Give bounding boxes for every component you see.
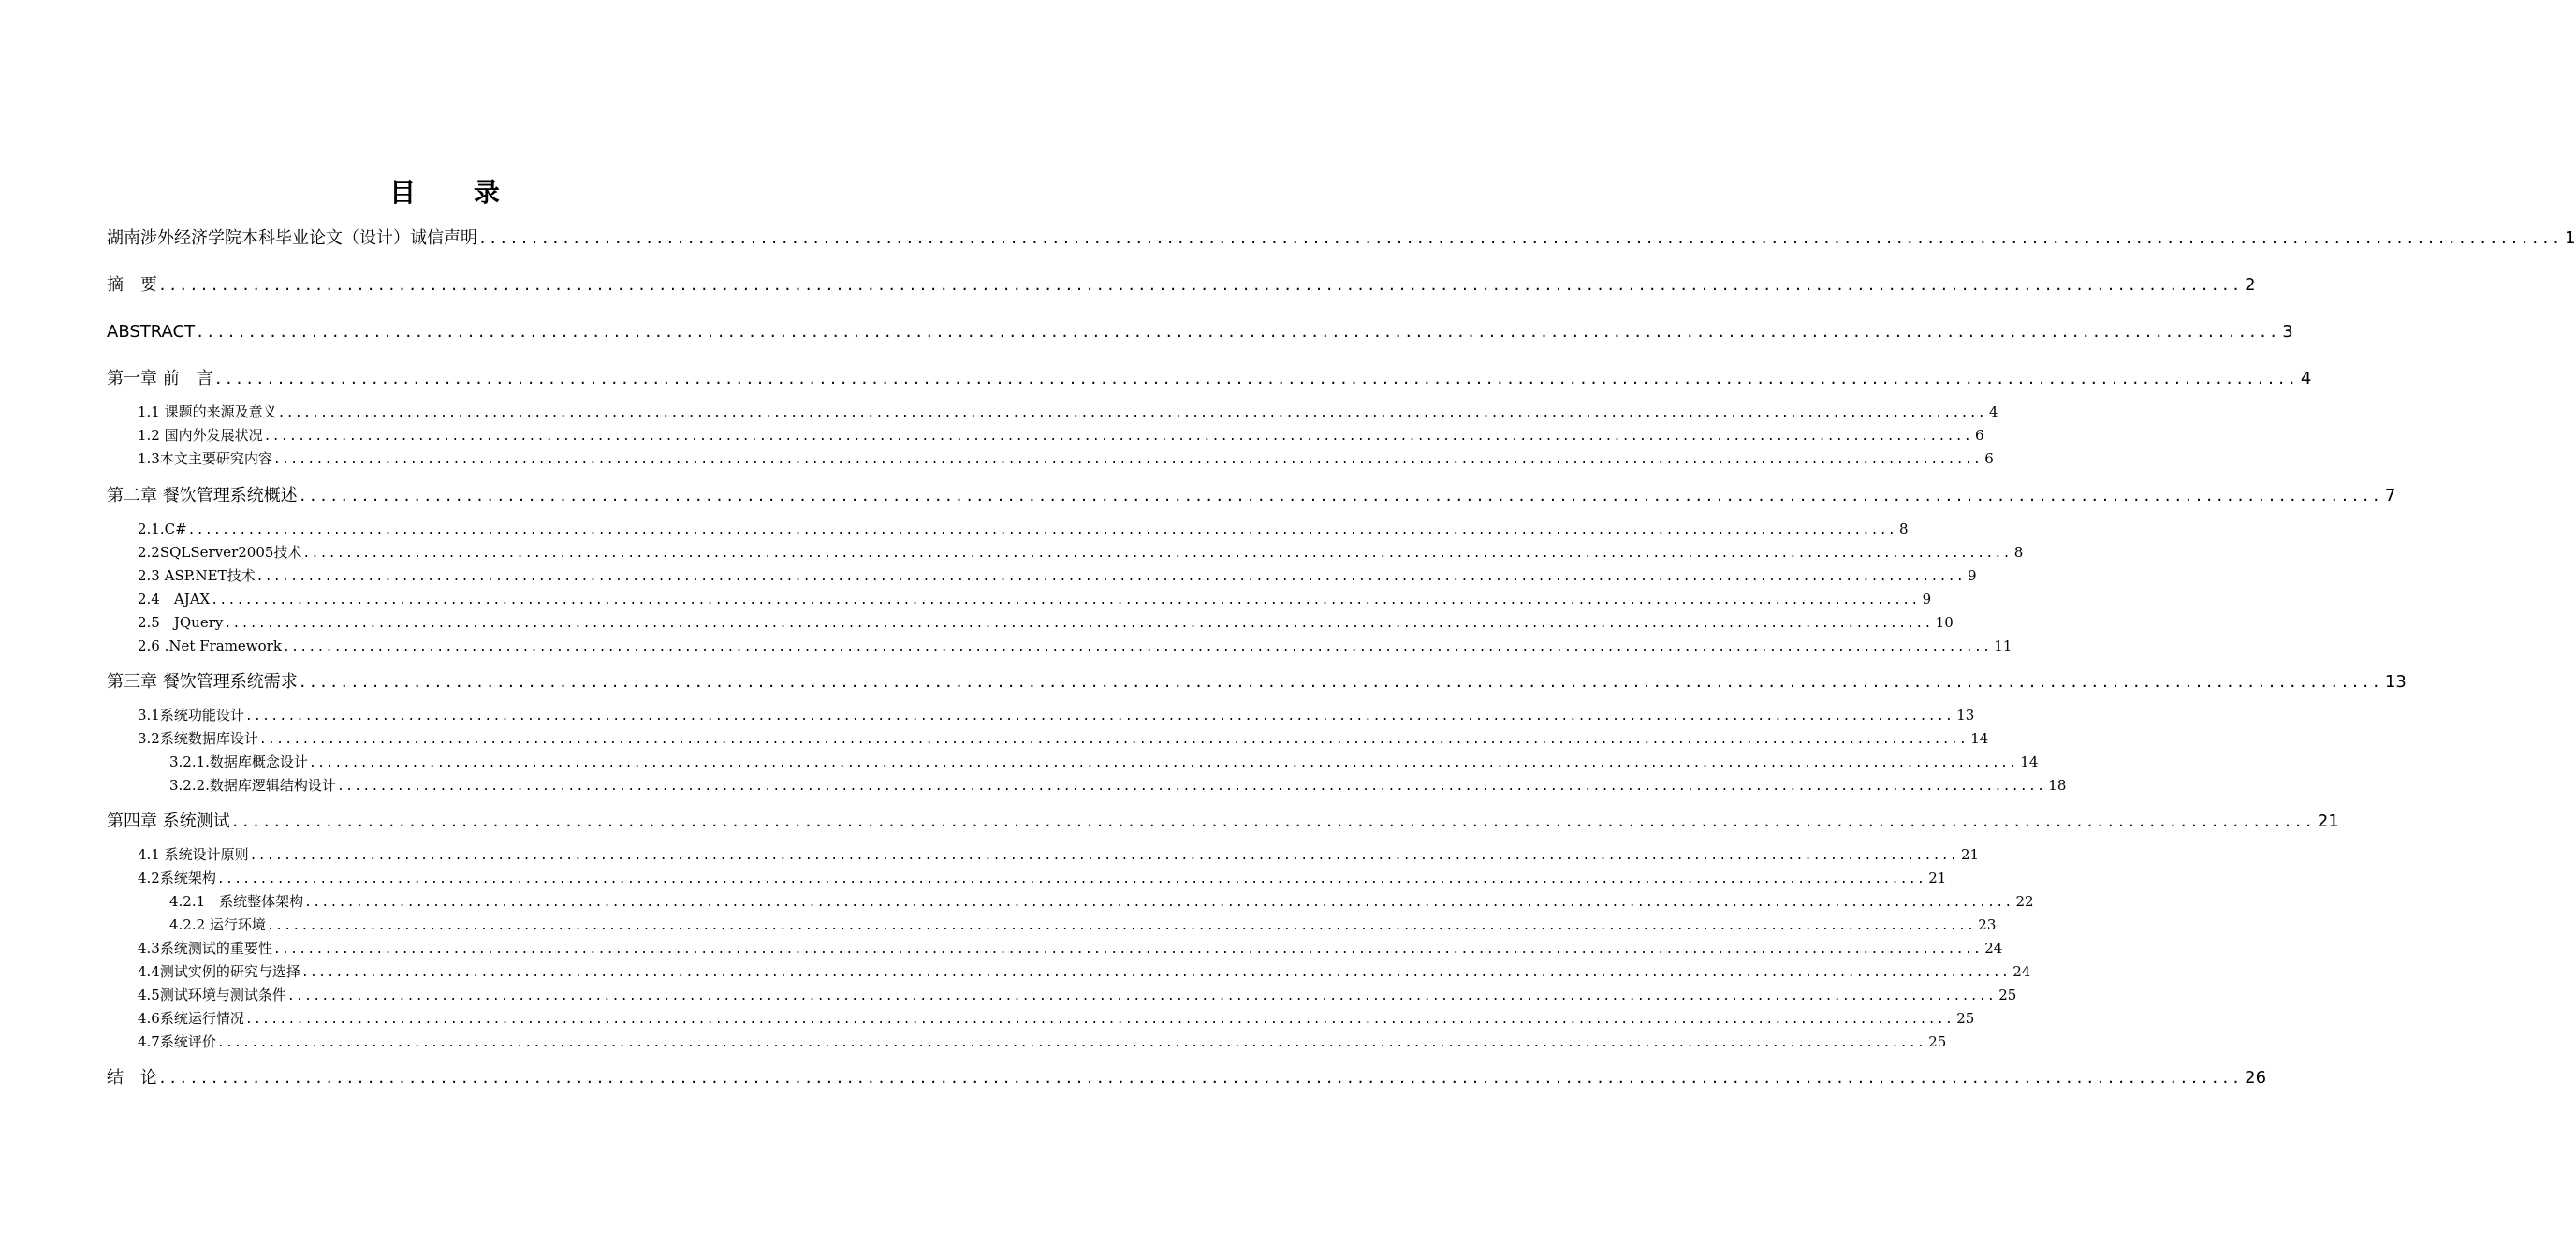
toc-entry-label: 结 论 [107,1068,157,1088]
toc-title: 目 录 [389,177,524,208]
toc-entry-page-number: 8 [2013,544,2024,561]
toc-entry-page-number: 10 [1935,614,1954,631]
toc-entry-page-number: 21 [2317,812,2339,831]
toc-entry-page-number: 6 [1974,427,1984,444]
toc-entry-label: 2.2SQLServer2005技术 [138,544,302,561]
toc-entry-page-number: 26 [2245,1068,2267,1088]
toc-entry-page-number: 3 [2282,322,2293,342]
toc-entry-label: 2.5 JQuery [138,614,224,631]
toc-entry-page-number: 6 [1984,450,1994,467]
toc-entry[interactable] [169,915,1997,936]
toc-entry[interactable] [107,485,2396,507]
toc-entry-page-number: 7 [2384,486,2396,505]
toc-dot-leader: ........................................................................................................................................................................................................ [244,709,1954,724]
toc-dot-leader: ........................................................................................................................................................................................................ [266,919,1976,933]
toc-entry-label: 湖南涉外经济学院本科毕业论文（设计）诚信声明 [107,228,477,248]
toc-dot-leader: ........................................................................................................................................................................................................ [244,1013,1954,1027]
toc-entry-page-number: 24 [1984,940,2003,957]
toc-dot-leader: ........................................................................................................................................................................................................ [263,430,1972,444]
toc-entry-page-number: 13 [1956,707,1975,724]
toc-dot-leader: ........................................................................................................................................................................................................ [272,453,1983,467]
toc-entry-page-number: 4 [2300,369,2312,388]
toc-entry-page-number: 22 [2015,893,2034,910]
toc-entry[interactable] [138,613,1954,634]
toc-entry[interactable] [169,776,2067,797]
toc-entry-page-number: 21 [1960,846,1980,863]
toc-dot-leader: ........................................................................................................................................................................................................ [216,1036,1926,1050]
toc-entry-label: 2.6 .Net Framework [138,637,282,654]
toc-dot-leader: ........................................................................................................................................................................................................ [187,523,1897,537]
toc-dot-leader: ........................................................................................................................................................................................................ [308,756,2018,770]
toc-entry-page-number: 13 [2384,672,2407,692]
toc-entry-label: 4.7系统评价 [138,1033,216,1050]
toc-dot-leader: ........................................................................................................................................................................................................ [478,230,2563,247]
toc-entry[interactable] [138,402,1998,423]
toc-dot-leader: ........................................................................................................................................................................................................ [216,872,1926,886]
toc-entry[interactable] [138,869,1947,889]
toc-entry-label: 2.4 AJAX [138,591,211,607]
toc-entry[interactable] [169,753,2039,773]
toc-entry-label: 第一章 前 言 [107,369,213,388]
toc-entry-page-number: 21 [1928,870,1947,886]
toc-entry[interactable] [138,449,1994,470]
toc-entry-label: 4.2.2 运行环境 [169,916,266,933]
toc-dot-leader: ........................................................................................................................................................................................................ [158,277,2243,294]
toc-dot-leader: ........................................................................................................................................................................................................ [158,1070,2243,1087]
toc-entry[interactable] [138,566,1977,587]
toc-entry-label: 4.3系统测试的重要性 [138,940,272,957]
toc-entry-page-number: 8 [1899,520,1909,537]
toc-entry-label: 3.1系统功能设计 [138,707,244,724]
toc-entry-page-number: 25 [1956,1010,1975,1027]
toc-entry[interactable] [138,986,2017,1006]
toc-entry-label: 4.4测试实例的研究与选择 [138,963,300,980]
toc-entry-label: 2.3 ASP.NET技术 [138,567,256,584]
toc-entry-page-number: 14 [2020,753,2039,770]
toc-entry[interactable] [138,706,1975,726]
toc-dot-leader: ........................................................................................................................................................................................................ [224,617,1933,631]
toc-entry-page-number: 1 [2565,228,2576,248]
toc-entry-label: 4.2系统架构 [138,870,216,886]
toc-entry-page-number: 14 [1970,730,1989,747]
toc-entry-label: 4.5测试环境与测试条件 [138,987,286,1003]
toc-entry[interactable] [138,590,1932,610]
toc-entry[interactable] [138,1032,1947,1053]
toc-dot-leader: ........................................................................................................................................................................................................ [282,640,1992,654]
toc-dot-leader: ........................................................................................................................................................................................................ [298,674,2382,691]
toc-dot-leader: ........................................................................................................................................................................................................ [258,733,1969,747]
toc-entry-page-number: 23 [1978,916,1997,933]
toc-entry-label: 第四章 系统测试 [107,812,230,831]
toc-dot-leader: ........................................................................................................................................................................................................ [272,943,1983,957]
toc-dot-leader: ........................................................................................................................................................................................................ [211,593,1920,607]
toc-dot-leader: ........................................................................................................................................................................................................ [256,570,1965,584]
toc-entry[interactable] [138,543,2024,563]
toc-entry[interactable] [107,1067,2267,1090]
toc-entry-page-number: 24 [2012,963,2031,980]
toc-entry-label: 1.1 课题的来源及意义 [138,403,277,420]
toc-entry-page-number: 2 [2245,275,2256,295]
toc-entry-label: 2.1.C# [138,520,187,537]
toc-dot-leader: ........................................................................................................................................................................................................ [196,324,2280,341]
toc-dot-leader: ........................................................................................................................................................................................................ [300,966,2011,980]
toc-entry-label: 4.6系统运行情况 [138,1010,244,1027]
toc-entry-page-number: 18 [2048,777,2067,794]
toc-entry[interactable] [169,892,2034,913]
toc-entry-label: 3.2.1.数据库概念设计 [169,753,308,770]
toc-entry-page-number: 25 [1998,987,2017,1003]
toc-entry-label: 第二章 餐饮管理系统概述 [107,486,298,505]
toc-entry-label: 第三章 餐饮管理系统需求 [107,672,298,692]
toc-dot-leader: ........................................................................................................................................................................................................ [230,813,2315,830]
toc-dot-leader: ........................................................................................................................................................................................................ [277,406,1986,420]
toc-entry[interactable] [107,227,2576,250]
toc-entry[interactable] [138,962,2031,983]
toc-entry-page-number: 9 [1922,591,1932,607]
toc-entry-page-number: 9 [1967,567,1977,584]
toc-dot-leader: ........................................................................................................................................................................................................ [298,488,2382,505]
toc-entry[interactable] [138,1009,1975,1030]
toc-entry-label: 1.3本文主要研究内容 [138,450,272,467]
toc-entry[interactable] [138,519,1909,540]
toc-entry-label: 4.1 系统设计原则 [138,846,249,863]
toc-entry-page-number: 4 [1988,403,1998,420]
toc-entry[interactable] [138,939,2003,959]
toc-entry-label: 1.2 国内外发展状况 [138,427,263,444]
toc-entry-label: 3.2系统数据库设计 [138,730,258,747]
toc-entry[interactable] [138,426,1984,446]
toc-entry[interactable] [107,671,2407,694]
toc-entry[interactable] [138,845,1980,866]
toc-entry[interactable] [107,274,2256,297]
toc-dot-leader: ........................................................................................................................................................................................................ [286,989,1997,1003]
toc-dot-leader: ........................................................................................................................................................................................................ [304,896,2013,910]
toc-dot-leader: ........................................................................................................................................................................................................ [302,547,2012,561]
toc-entry-label: 4.2.1 系统整体架构 [169,893,304,910]
toc-dot-leader: ........................................................................................................................................................................................................ [213,371,2298,388]
toc-entry[interactable] [107,321,2293,344]
toc-entry-page-number: 11 [1994,637,2012,654]
toc-entry[interactable] [138,636,2012,657]
toc-dot-leader: ........................................................................................................................................................................................................ [336,780,2046,794]
toc-dot-leader: ........................................................................................................................................................................................................ [249,849,1958,863]
toc-entry[interactable] [107,368,2312,390]
toc-entry-label: 3.2.2.数据库逻辑结构设计 [169,777,336,794]
toc-entry-page-number: 25 [1928,1033,1947,1050]
toc-entry-label: 摘 要 [107,275,157,295]
toc-entry-label: ABSTRACT [107,322,196,342]
toc-entry[interactable] [138,729,1989,750]
toc-entry[interactable] [107,811,2339,833]
